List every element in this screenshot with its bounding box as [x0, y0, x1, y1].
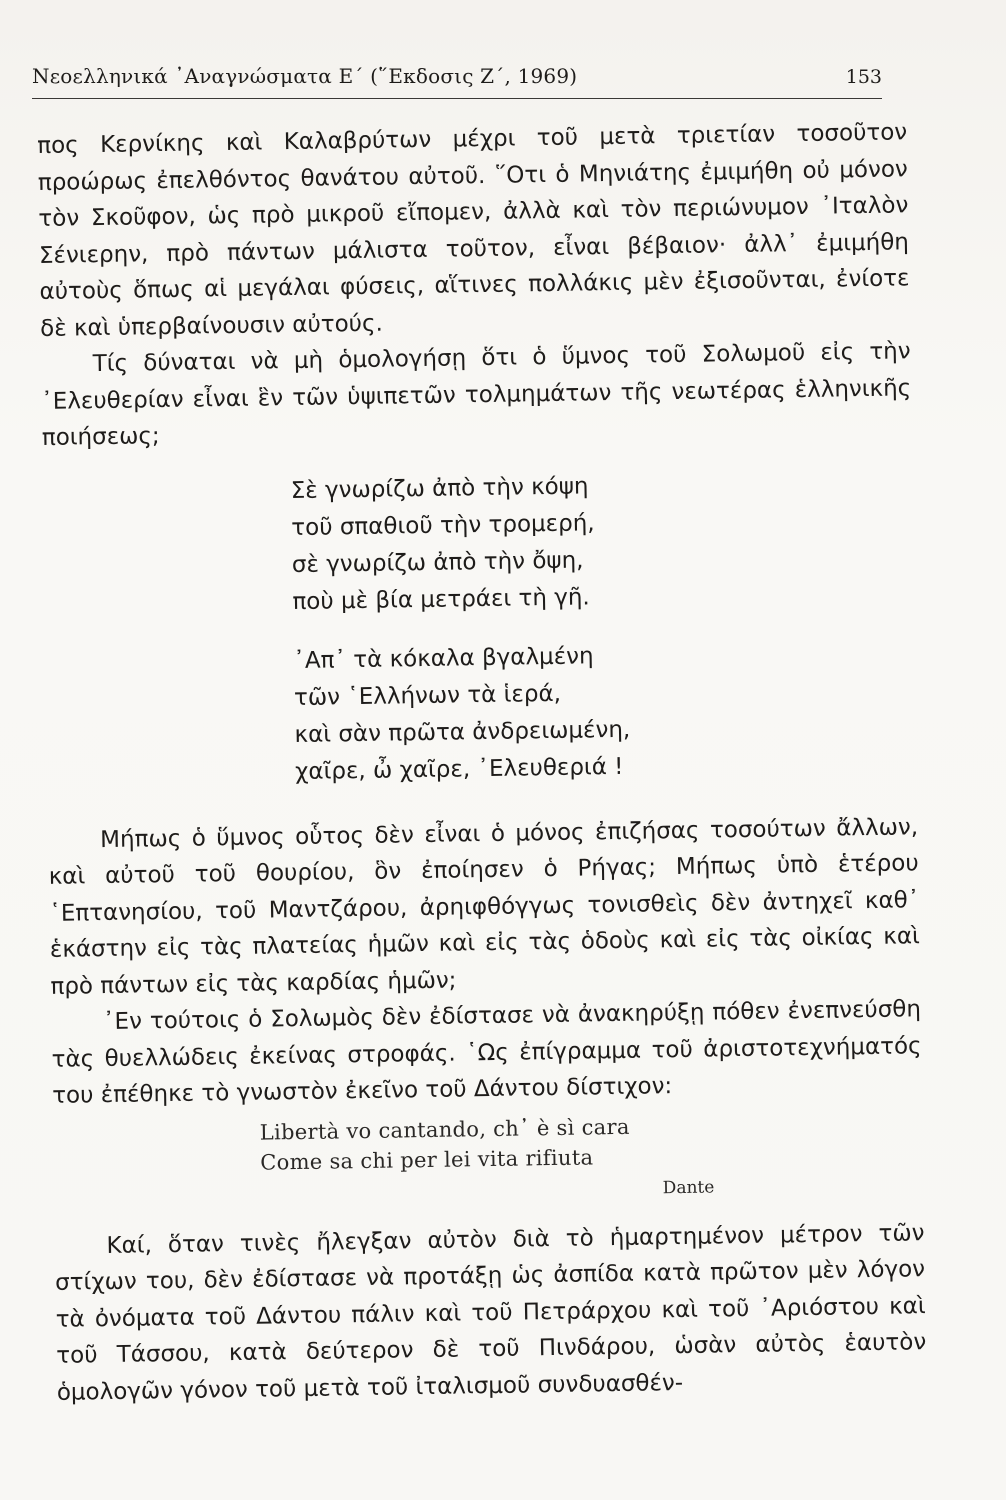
- verse-line: τῶν ῾Ελλήνων τὰ ἱερά,: [293, 680, 562, 711]
- verse-line: ᾿Απ᾿ τὰ κόκαλα βγαλμένη: [293, 642, 594, 674]
- dante-quote: [260, 1107, 924, 1209]
- verse-line: ποὺ μὲ βία μετράει τὴ γῆ.: [292, 583, 590, 615]
- verse-line: καὶ σὰν πρῶτα ἀνδρειωμένη,: [294, 716, 631, 748]
- paragraph-4: ᾿Εν τούτοις ὁ Σολωμὸς δὲν ἐδίστασε νὰ ἀνακηρύξῃ πόθεν ἐνεπνεύσθη τὰς θυελλώδεις ἐκείνας στροφάς. ῾Ως ἐπίγραμμα τοῦ ἀριστοτεχνήματός του ἐπέθηκε τὸ γνωστὸν ἐκεῖνο τοῦ Δάντου δίστιχον:: [51, 996, 922, 1109]
- quote-attribution: Dante: [662, 1176, 715, 1198]
- hymn-stanza-2: [293, 633, 917, 791]
- verse-line: τοῦ σπαθιοῦ τὴν τρομερή,: [291, 509, 595, 541]
- hymn-verse: [290, 463, 917, 791]
- verse-line: Σὲ γνωρίζω ἀπὸ τὴν κόψη: [290, 472, 589, 504]
- quote-line: Come sa chi per lei vita rifiuta: [260, 1144, 594, 1175]
- page-number: 153: [845, 66, 882, 88]
- verse-line: σὲ γνωρίζω ἀπὸ τὴν ὄψη,: [291, 546, 584, 578]
- hymn-stanza-1: [290, 463, 914, 621]
- body-text: [37, 114, 927, 1411]
- verse-line: χαῖρε, ὦ χαῖρε, ᾿Ελευθεριά !: [294, 753, 624, 785]
- paragraph-2: Τίς δύναται νὰ μὴ ὁμολογήσῃ ὅτι ὁ ὕμνος τοῦ Σολωμοῦ εἰς τὴν ᾿Ελευθερίαν εἶναι ἓν τῶν ὑψιπετῶν τολμημάτων τῆς νεωτέρας ἑλληνικῆς ποιήσεως;: [41, 338, 912, 451]
- page-header: [32, 62, 882, 99]
- paragraph-1: πος Κερνίκης καὶ Καλαβρύτων μέχρι τοῦ μετὰ τριετίαν τοσοῦτον προώρως ἐπελθόντος θανάτου αὐτοῦ. ῞Οτι ὁ Μηνιάτης ἐμιμήθη οὐ μόνον τὸν Σκοῦφον, ὡς πρὸ μικροῦ εἴπομεν, ἀλλὰ καὶ τὸν περιώνυμον ᾿Ιταλὸν Σένιερην, πρὸ πάντων μάλιστα τοῦτον, εἶναι βέβαιον· ἀλλ᾿ ἐμιμήθη αὐτοὺς ὅπως αἱ μεγάλαι φύσεις, αἵτινες πολλάκις μὲν ἐξισοῦνται, ἐνίοτε δὲ καὶ ὑπερβαίνουσιν αὐτούς.: [37, 119, 910, 342]
- paragraph-3: Μήπως ὁ ὕμνος οὗτος δὲν εἶναι ὁ μόνος ἐπιζήσας τοσούτων ἄλλων, καὶ αὐτοῦ τοῦ θουρίου, ὃν ἐποίησεν ὁ Ρήγας; Μήπως ὑπὸ ἑτέρου ῾Επτανησίου, τοῦ Μαντζάρου, ἀρηιφθόγγως τονισθεὶς δὲν ἀντηχεῖ καθ᾿ ἑκάστην εἰς τὰς πλατείας ἡμῶν καὶ εἰς τὰς ὁδοὺς καὶ εἰς τὰς οἰκίας καὶ πρὸ πάντων εἰς τὰς καρδίας ἡμῶν;: [48, 813, 921, 1000]
- quote-line: Libertà vo cantando, ch᾿ è sì cara: [259, 1114, 630, 1145]
- paragraph-5: Καί, ὅταν τινὲς ἤλεγξαν αὐτὸν διὰ τὸ ἡμαρτημένον μέτρον τῶν στίχων του, δὲν ἐδίστασε νὰ προτάξῃ ὡς ἀσπίδα κατὰ πρῶτον μὲν λόγον τὰ ὀνόματα τοῦ Δάντου πάλιν καὶ τοῦ Πετράρχου καὶ τοῦ ᾿Αριόστου καὶ τοῦ Τάσσου, κατὰ δεύτερον δὲ τοῦ Πινδάρου, ὡσὰν αὐτὸς ἑαυτὸν ὁμολογῶν γόνον τοῦ μετὰ τοῦ ἰταλισμοῦ συνδυασθέν-: [54, 1219, 927, 1406]
- running-title: Νεοελληνικά ᾿Αναγνώσματα Ε΄ (῞Εκδοσις Ζ΄, 1969): [32, 64, 578, 88]
